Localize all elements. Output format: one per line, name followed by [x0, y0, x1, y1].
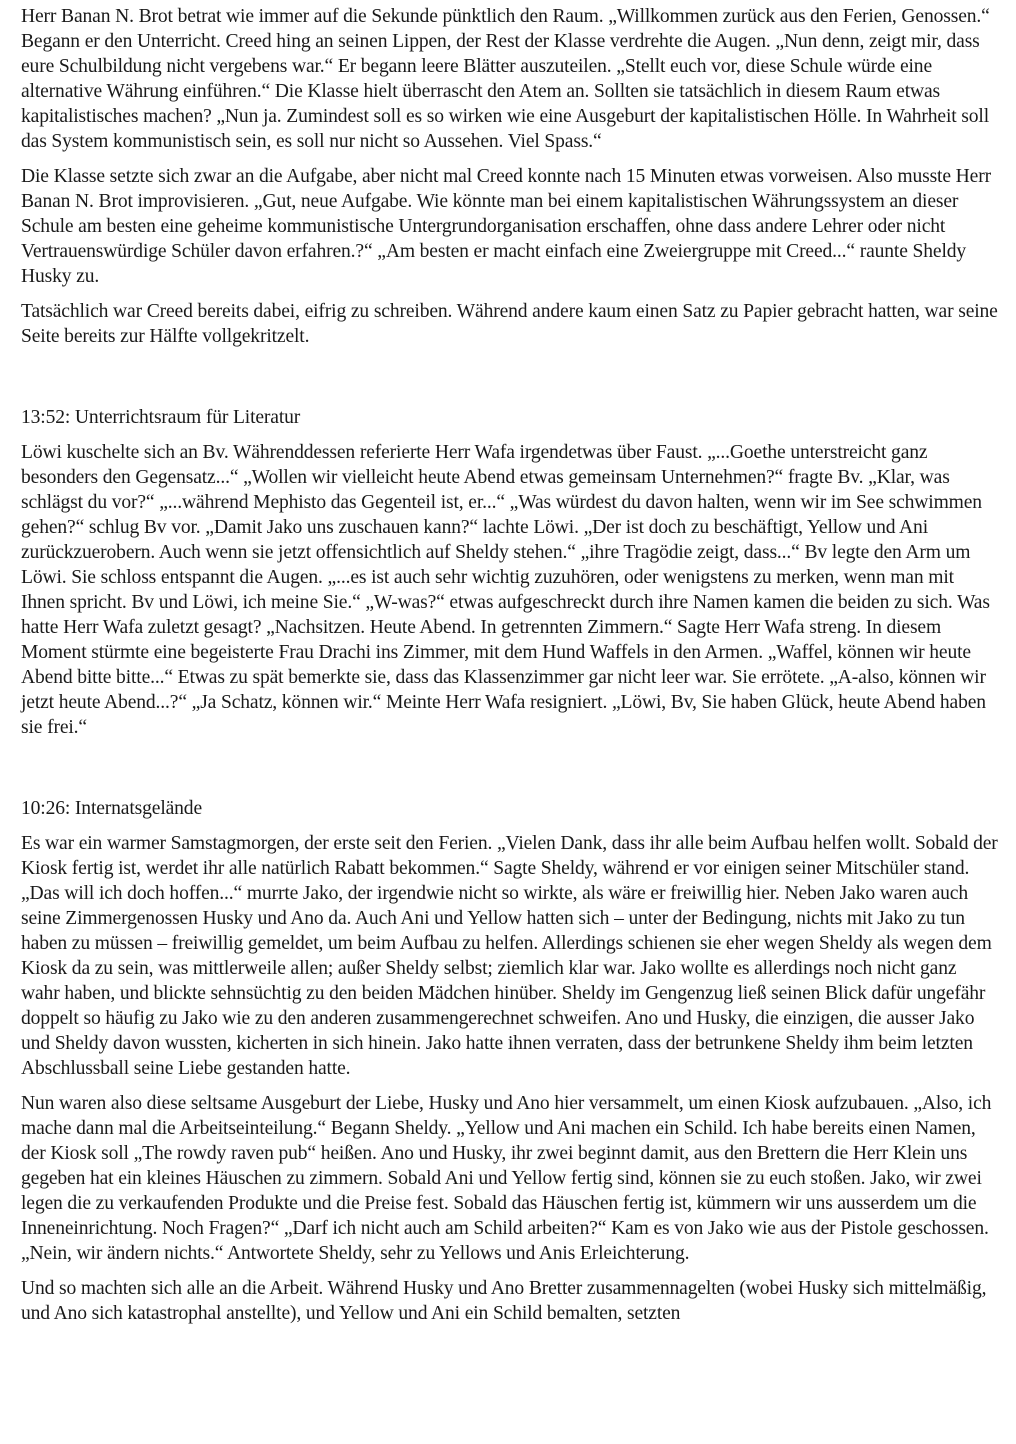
section-literature-room	[21, 405, 998, 740]
paragraph: Herr Banan N. Brot betrat wie immer auf die Sekunde pünktlich den Raum. „Willkommen zurück aus den Ferien, Genossen.“ Begann er den Unterricht. Creed hing an seinen Lippen, der Rest der Klasse verdrehte die Augen. „Nun denn, zeigt mir, dass eure Schulbildung nicht vergebens war.“ Er begann leere Blätter auszuteilen. „Stellt euch vor, diese Schule würde eine alternative Währung einführen.“ Die Klasse hielt überrascht den Atem an. Sollten sie tatsächlich in diesem Raum etwas kapitalistisches machen? „Nun ja. Zumindest soll es so wirken wie eine Ausgeburt der kapitalistischen Hölle. In Wahrheit soll das System kommunistisch sein, es soll nur nicht so Aussehen. Viel Spass.“	[21, 6, 990, 152]
paragraph: Löwi kuschelte sich an Bv. Währenddessen referierte Herr Wafa irgendetwas über Faust. „...Goethe unterstreicht ganz besonders den Gegensatz...“ „Wollen wir vielleicht heute Abend etwas gemeinsam Unternehmen?“ fragte Bv. „Klar, was schlägst du vor?“ „...während Mephisto das Gegenteil ist, er...“ „Was würdest du davon halten, wenn wir im See schwimmen gehen?“ schlug Bv vor. „Damit Jako uns zuschauen kann?“ lachte Löwi. „Der ist doch zu beschäftigt, Yellow und Ani zurückzuerobern. Auch wenn sie jetzt offensichtlich auf Sheldy stehen.“ „ihre Tragödie zeigt, dass...“ Bv legte den Arm um Löwi. Sie schloss entspannt die Augen. „...es ist auch sehr wichtig zuzuhören, oder wenigstens zu merken, wenn man mit Ihnen spricht. Bv und Löwi, ich meine Sie.“ „W-was?“ etwas aufgeschreckt durch ihre Namen kamen die beiden zu sich. Was hatte Herr Wafa zuletzt gesagt? „Nachsitzen. Heute Abend. In getrennten Zimmern.“ Sagte Herr Wafa streng. In diesem Moment stürmte eine begeisterte Frau Drachi ins Zimmer, mit dem Hund Waffels in den Armen. „Waffel, können wir heute Abend bitte bitte...“ Etwas zu spät bemerkte sie, dass das Klassenzimmer gar nicht leer war. Sie errötete. „A-also, können wir jetzt heute Abend...?“ „Ja Schatz, können wir.“ Meinte Herr Wafa resigniert. „Löwi, Bv, Sie haben Glück, heute Abend haben sie frei.“	[21, 442, 990, 738]
paragraph: Nun waren also diese seltsame Ausgeburt der Liebe, Husky und Ano hier versammelt, um einen Kiosk aufzubauen. „Also, ich mache dann mal die Arbeitseinteilung.“ Begann Sheldy. „Yellow und Ani machen ein Schild. Ich habe bereits einen Namen, der Kiosk soll „The rowdy raven pub“ heißen. Ano und Husky, ihr zwei beginnt damit, aus den Brettern die Herr Klein uns gegeben hat ein kleines Häuschen zu zimmern. Sobald Ani und Yellow fertig sind, können sie zu euch stoßen. Jako, wir zwei legen die zu verkaufenden Produkte und die Preise fest. Sobald das Häuschen fertig ist, kümmern wir uns ausserdem um die Inneneinrichtung. Noch Fragen?“ „Darf ich nicht auch am Schild arbeiten?“ Kam es von Jako wie aus der Pistole geschossen. „Nein, wir ändern nichts.“ Antwortete Sheldy, sehr zu Yellows und Anis Erleichterung.	[21, 1093, 992, 1264]
section-spacer	[21, 750, 998, 796]
section-spacer	[21, 359, 998, 405]
paragraph: Es war ein warmer Samstagmorgen, der erste seit den Ferien. „Vielen Dank, dass ihr alle beim Aufbau helfen wollt. Sobald der Kiosk fertig ist, werdet ihr alle natürlich Rabatt bekommen.“ Sagte Sheldy, während er vor einigen seiner Mitschüler stand. „Das will ich doch hoffen...“ murrte Jako, der irgendwie nicht so wirkte, als wäre er freiwillig hier. Neben Jako waren auch seine Zimmergenossen Husky und Ano da. Auch Ani und Yellow hatten sich – unter der Bedingung, nichts mit Jako zu tun haben zu müssen – freiwillig gemeldet, um beim Aufbau zu helfen. Allerdings schienen sie eher wegen Sheldy als wegen dem Kiosk da zu sein, was mittlerweile allen; außer Sheldy selbst; ziemlich klar war. Jako wollte es allerdings noch nicht ganz wahr haben, und blickte sehnsüchtig zu den beiden Mädchen hinüber. Sheldy im Gengenzug ließ seinen Blick dafür ungefähr doppelt so häufig zu Jako wie zu den anderen zusammengerechnet schweifen. Ano und Husky, die einzigen, die ausser Jako und Sheldy davon wussten, kicherten in sich hinein. Jako hatte ihnen verraten, dass der betrunkene Sheldy ihm beim letzten Abschlussball seine Liebe gestanden hatte.	[21, 833, 998, 1079]
section-classroom-intro	[21, 4, 998, 349]
section-boarding-grounds	[21, 796, 998, 1326]
section-heading: 13:52: Unterrichtsraum für Literatur	[21, 407, 301, 428]
paragraph: Und so machten sich alle an die Arbeit. Während Husky und Ano Bretter zusammennagelten (wobei Husky sich mittelmäßig, und Ano sich katastrophal anstellte), und Yellow und Ani ein Schild bemalten, setzten	[21, 1278, 987, 1324]
paragraph: Tatsächlich war Creed bereits dabei, eifrig zu schreiben. Während andere kaum einen Satz zu Papier gebracht hatten, war seine Seite bereits zur Hälfte vollgekritzelt.	[21, 301, 998, 347]
section-heading: 10:26: Internatsgelände	[21, 798, 202, 819]
paragraph: Die Klasse setzte sich zwar an die Aufgabe, aber nicht mal Creed konnte nach 15 Minuten etwas vorweisen. Also musste Herr Banan N. Brot improvisieren. „Gut, neue Aufgabe. Wie könnte man bei einem kapitalistischen Währungssystem an dieser Schule am besten eine geheime kommunistische Untergrundorganisation erschaffen, ohne dass andere Lehrer oder nicht Vertrauenswürdige Schüler davon erfahren.?“ „Am besten er macht einfach eine Zweiergruppe mit Creed...“ raunte Sheldy Husky zu.	[21, 166, 991, 287]
